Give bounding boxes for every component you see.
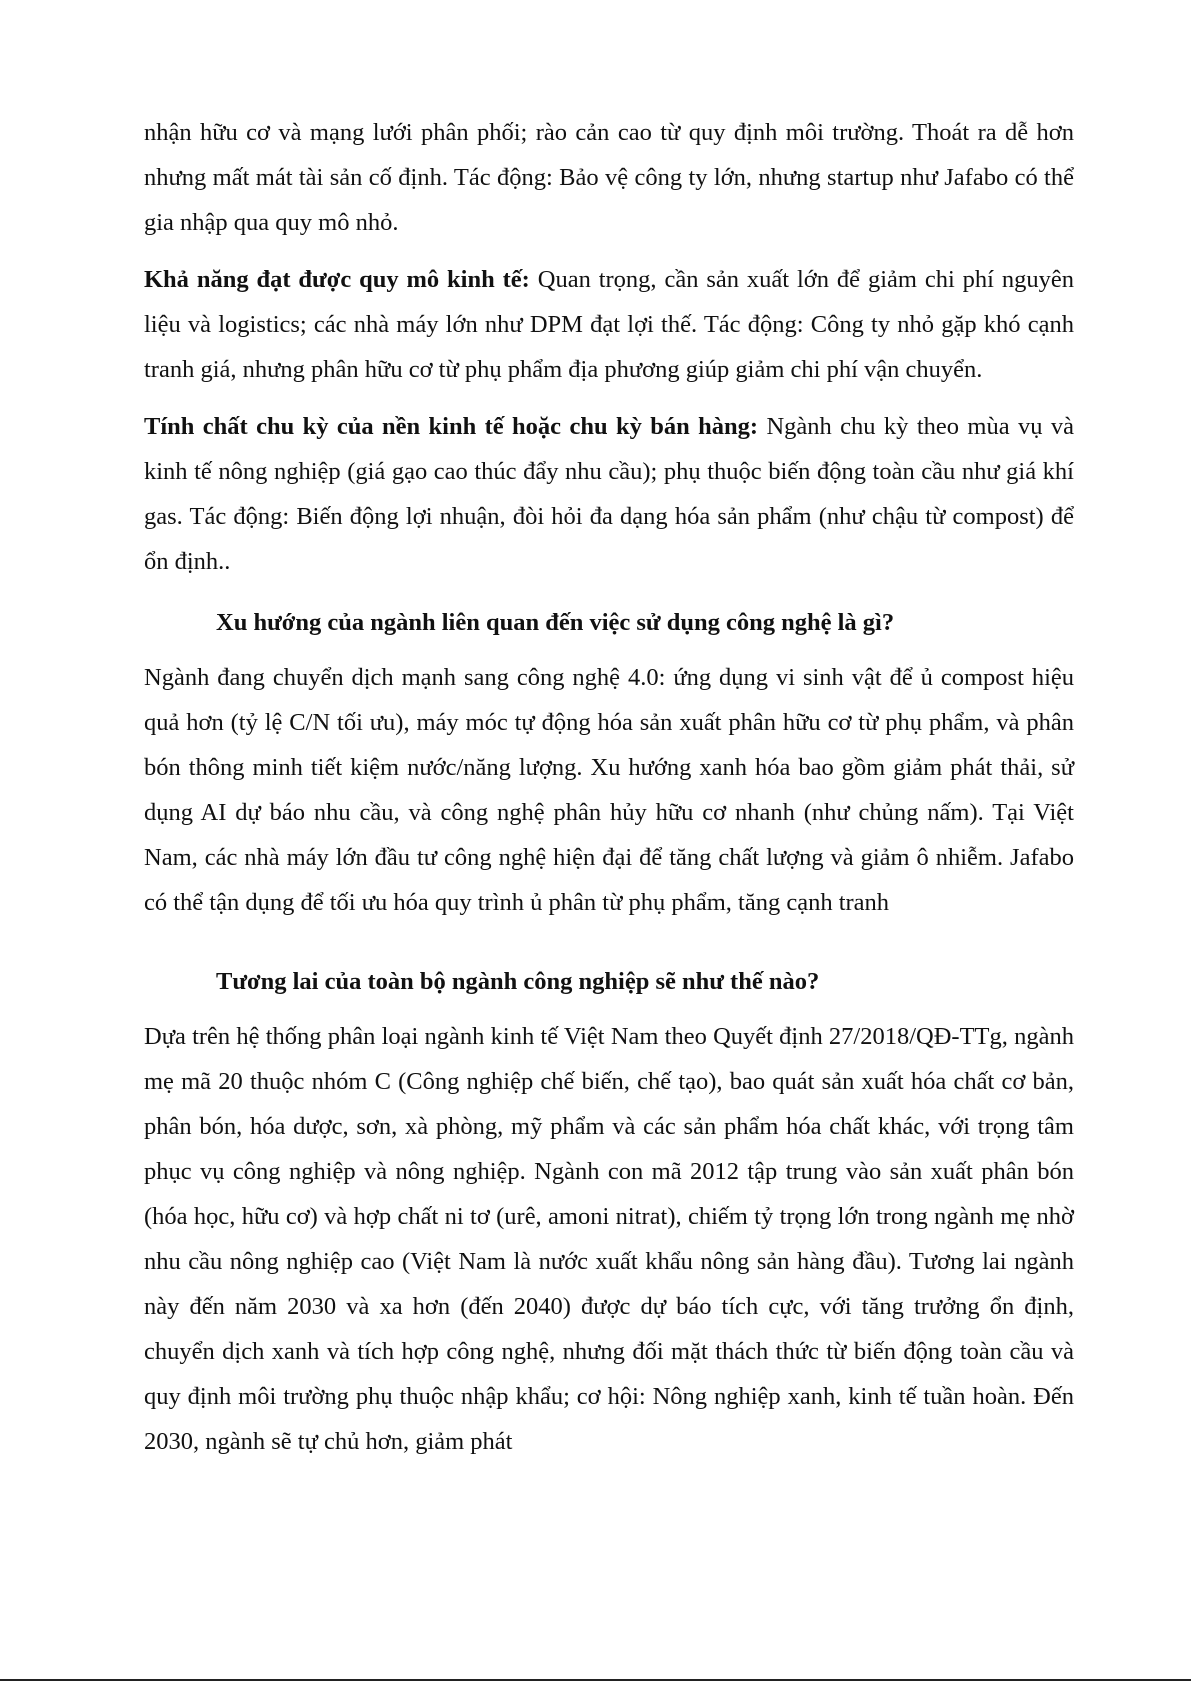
paragraph-economies-of-scale [144, 257, 1074, 392]
page-bottom-rule [0, 1679, 1191, 1681]
section-body-industry-future: Dựa trên hệ thống phân loại ngành kinh tế Việt Nam theo Quyết định 27/2018/QĐ-TTg, ngành mẹ mã 20 thuộc nhóm C (Công nghiệp chế biến, chế tạo), bao quát sản xuất hóa chất cơ bản, phân bón, hóa dược, sơn, xà phòng, mỹ phẩm và các sản phẩm hóa chất khác, với trọng tâm phục vụ công nghiệp và nông nghiệp. Ngành con mã 2012 tập trung vào sản xuất phân bón (hóa học, hữu cơ) và hợp chất ni tơ (urê, amoni nitrat), chiếm tỷ trọng lớn trong ngành mẹ nhờ nhu cầu nông nghiệp cao (Việt Nam là nước xuất khẩu nông sản hàng đầu). Tương lai ngành này đến năm 2030 và xa hơn (đến 2040) được dự báo tích cực, với tăng trưởng ổn định, chuyển dịch xanh và tích hợp công nghệ, nhưng đối mặt thách thức từ biến động toàn cầu và quy định môi trường phụ thuộc nhập khẩu; cơ hội: Nông nghiệp xanh, kinh tế tuần hoàn. Đến 2030, ngành sẽ tự chủ hơn, giảm phát [144, 1023, 1074, 1455]
paragraph-text: nhận hữu cơ và mạng lưới phân phối; rào cản cao từ quy định môi trường. Thoát ra dễ hơn nhưng mất mát tài sản cố định. Tác động: Bảo vệ công ty lớn, nhưng startup như Jafabo có thể gia nhập qua quy mô nhỏ. [144, 119, 1074, 236]
document-page [144, 110, 1074, 1464]
section-heading-technology-trends: Xu hướng của ngành liên quan đến việc sử dụng công nghệ là gì? [216, 609, 895, 636]
section-heading-industry-future: Tương lai của toàn bộ ngành công nghiệp sẽ như thế nào? [216, 968, 820, 995]
section-body-technology-trends: Ngành đang chuyển dịch mạnh sang công nghệ 4.0: ứng dụng vi sinh vật để ủ compost hiệu quả hơn (tỷ lệ C/N tối ưu), máy móc tự động hóa sản xuất phân hữu cơ từ phụ phẩm, và phân bón thông minh tiết kiệm nước/năng lượng. Xu hướng xanh hóa bao gồm giảm phát thải, sử dụng AI dự báo nhu cầu, và công nghệ phân hủy hữu cơ nhanh (như chủng nấm). Tại Việt Nam, các nhà máy lớn đầu tư công nghệ hiện đại để tăng chất lượng và giảm ô nhiễm. Jafabo có thể tận dụng để tối ưu hóa quy trình ủ phân từ phụ phẩm, tăng cạnh tranh [144, 664, 1074, 916]
paragraph-text: Ngành chu kỳ theo mùa vụ và kinh tế nông nghiệp (giá gạo cao thúc đẩy nhu cầu); phụ thuộc biến động toàn cầu như giá khí gas. Tác động: Biến động lợi nhuận, đòi hỏi đa dạng hóa sản phẩm (như chậu từ compost) để ổn định.. [144, 413, 1074, 575]
paragraph-term: Tính chất chu kỳ của nền kinh tế hoặc chu kỳ bán hàng: [144, 413, 759, 440]
paragraph-entry-barriers [144, 110, 1074, 245]
paragraph-text: Quan trọng, cần sản xuất lớn để giảm chi phí nguyên liệu và logistics; các nhà máy lớn như DPM đạt lợi thế. Tác động: Công ty nhỏ gặp khó cạnh tranh giá, nhưng phân hữu cơ từ phụ phẩm địa phương giúp giảm chi phí vận chuyển. [144, 266, 1074, 383]
paragraph-cyclicality [144, 404, 1074, 584]
paragraph-term: Khả năng đạt được quy mô kinh tế: [144, 266, 530, 293]
